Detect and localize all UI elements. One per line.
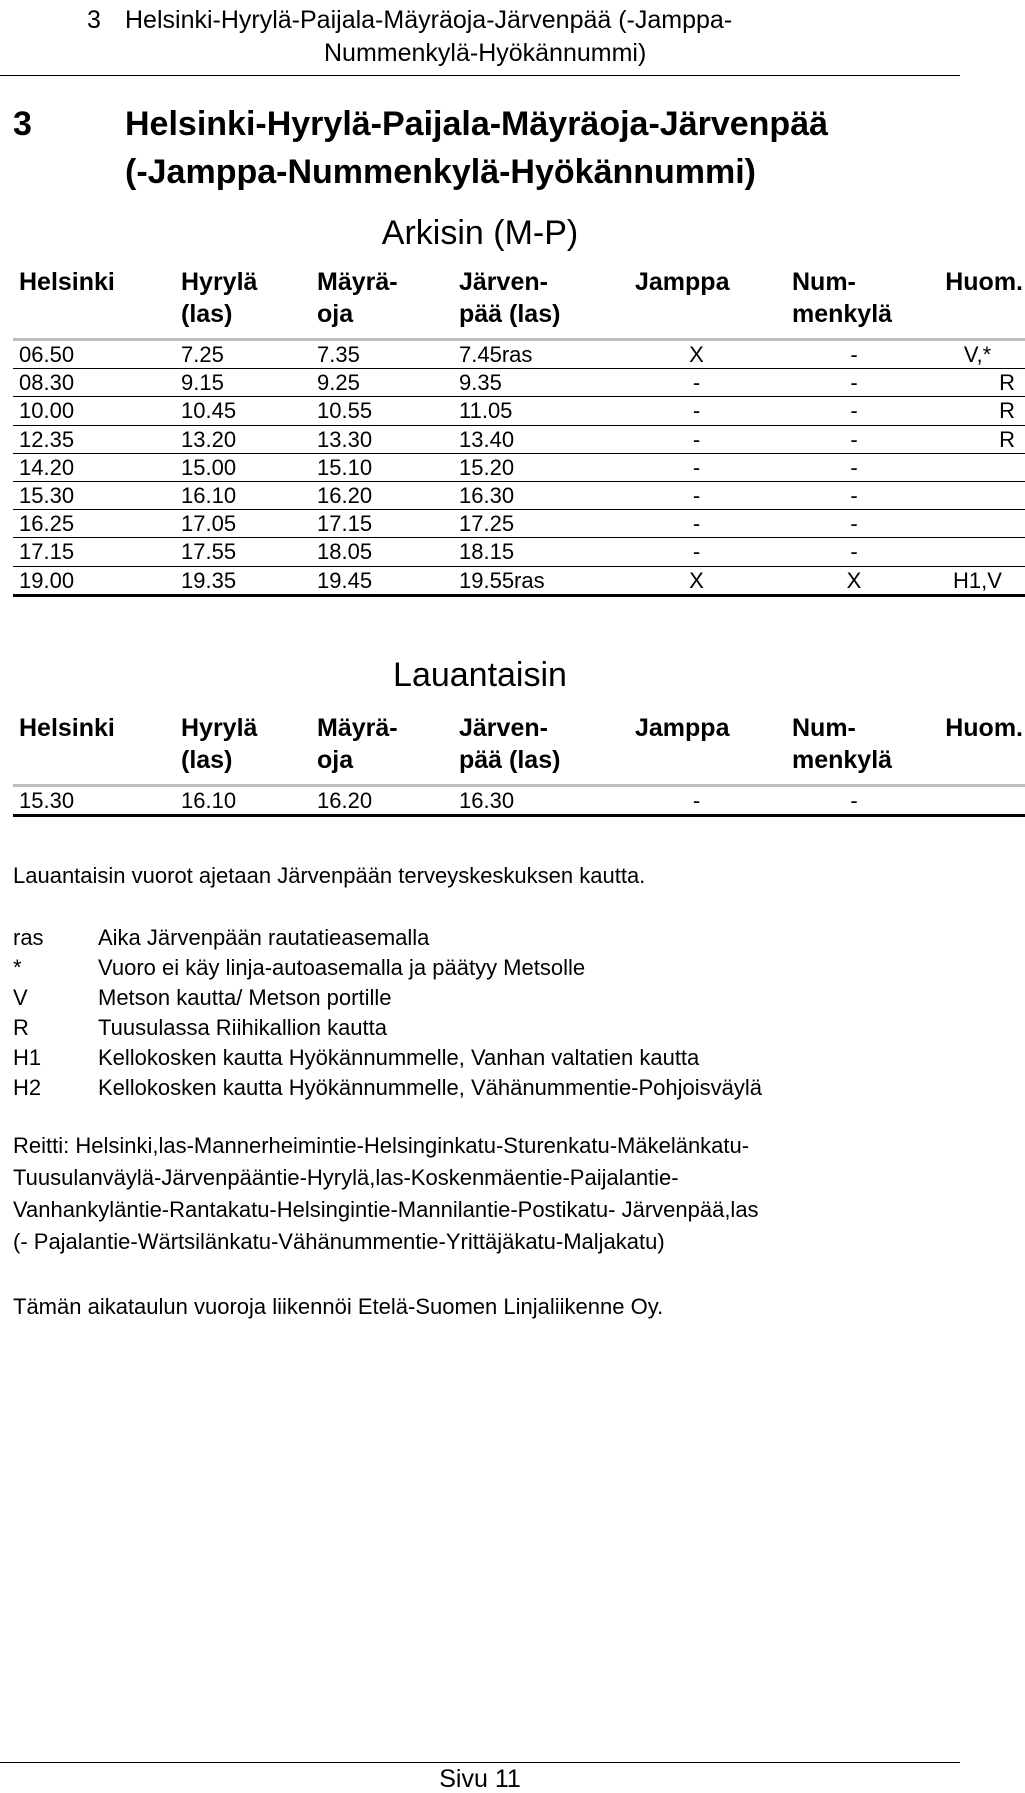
cell-nummenkyla: - bbox=[850, 454, 858, 480]
legend-code: V bbox=[13, 985, 28, 1010]
weekday-heading: Arkisin (M-P) bbox=[381, 214, 579, 252]
cell-huom bbox=[930, 481, 1025, 509]
cell-jamppa: - bbox=[692, 511, 701, 537]
timetable-header-row bbox=[13, 712, 1025, 786]
running-header-title-line2: Nummenkylä-Hyökännummi) bbox=[324, 39, 647, 67]
column-header-line: Jamppa bbox=[635, 268, 730, 296]
legend-description: Vuoro ei käy linja-autoasemalla ja päätyy Metsolle bbox=[98, 955, 586, 980]
cell-hyryla: 17.55 bbox=[181, 539, 237, 565]
legend bbox=[13, 923, 953, 1103]
column-header-mayraoja bbox=[311, 266, 445, 340]
route-line: (- Pajalantie-Wärtsilänkatu-Vähänummentie-Yrittäjäkatu-Maljakatu) bbox=[13, 1229, 665, 1254]
cell-huom: R bbox=[999, 426, 1015, 452]
route-description bbox=[13, 1130, 953, 1258]
column-header-jarvenpaa bbox=[445, 266, 615, 340]
cell-huom: H1,V bbox=[953, 567, 1002, 593]
footer-divider bbox=[0, 1762, 960, 1763]
cell-huom bbox=[930, 786, 1025, 816]
cell-huom bbox=[930, 453, 1025, 481]
cell-nummenkyla: - bbox=[850, 539, 858, 565]
cell-jamppa: - bbox=[692, 454, 701, 480]
saturday-heading: Lauantaisin bbox=[393, 656, 567, 694]
cell-helsinki: 06.50 bbox=[19, 342, 75, 368]
running-header-title-line1: Helsinki-Hyrylä-Paijala-Mäyräoja-Järvenpää (-Jamppa- bbox=[125, 6, 733, 34]
route-line: Vanhankyläntie-Rantakatu-Helsingintie-Mannilantie-Postikatu- Järvenpää,las bbox=[13, 1197, 759, 1222]
column-header-line: (las) bbox=[181, 746, 233, 774]
cell-huom bbox=[930, 510, 1025, 538]
legend-code: H1 bbox=[13, 1045, 42, 1070]
column-header-jamppa bbox=[615, 712, 778, 786]
cell-helsinki: 15.30 bbox=[19, 483, 75, 509]
column-header-line: Jamppa bbox=[635, 714, 730, 742]
cell-jamppa: - bbox=[692, 788, 701, 814]
header-divider bbox=[0, 75, 960, 76]
column-header-hyryla bbox=[171, 266, 311, 340]
legend-code: H2 bbox=[13, 1075, 42, 1100]
cell-jamppa: X bbox=[689, 342, 704, 368]
table-row bbox=[13, 510, 1025, 538]
cell-mayraoja: 7.35 bbox=[317, 342, 360, 368]
operator-note: Tämän aikataulun vuoroja liikennöi Etelä-Suomen Linjaliikenne Oy. bbox=[13, 1294, 664, 1319]
cell-mayraoja: 18.05 bbox=[317, 539, 373, 565]
cell-jarvenpaa: 16.30 bbox=[459, 483, 515, 509]
cell-jamppa: - bbox=[692, 539, 701, 565]
cell-huom: R bbox=[999, 398, 1015, 424]
column-header-line: Mäyrä- bbox=[317, 268, 398, 296]
column-header-line: Hyrylä bbox=[181, 268, 258, 296]
legend-item bbox=[13, 983, 953, 1013]
cell-jarvenpaa: 18.15 bbox=[459, 539, 515, 565]
column-header-line: menkylä bbox=[792, 300, 893, 328]
cell-mayraoja: 19.45 bbox=[317, 567, 373, 593]
cell-hyryla: 10.45 bbox=[181, 398, 237, 424]
table-row bbox=[13, 538, 1025, 566]
cell-huom: R bbox=[999, 370, 1015, 396]
cell-jarvenpaa: 17.25 bbox=[459, 511, 515, 537]
table-row bbox=[13, 453, 1025, 481]
cell-hyryla: 16.10 bbox=[181, 788, 237, 814]
column-header-line: Num- bbox=[792, 268, 856, 296]
column-header-nummenkyla bbox=[778, 266, 930, 340]
cell-nummenkyla: - bbox=[850, 426, 858, 452]
column-header-huom bbox=[930, 712, 1025, 786]
cell-hyryla: 19.35 bbox=[181, 567, 237, 593]
cell-helsinki: 17.15 bbox=[19, 539, 75, 565]
cell-huom bbox=[930, 538, 1025, 566]
cell-nummenkyla: - bbox=[850, 370, 858, 396]
legend-description: Kellokosken kautta Hyökännummelle, Vähänummentie-Pohjoisväylä bbox=[98, 1075, 763, 1100]
column-header-line: oja bbox=[317, 300, 354, 328]
cell-jarvenpaa: 15.20 bbox=[459, 454, 515, 480]
cell-jarvenpaa: 19.55ras bbox=[459, 567, 545, 593]
cell-hyryla: 17.05 bbox=[181, 511, 237, 537]
page-title-line2: (-Jamppa-Nummenkylä-Hyökännummi) bbox=[125, 153, 757, 191]
column-header-line: pää (las) bbox=[459, 300, 561, 328]
cell-mayraoja: 15.10 bbox=[317, 454, 373, 480]
cell-hyryla: 16.10 bbox=[181, 483, 237, 509]
cell-huom: V,* bbox=[963, 342, 992, 368]
column-header-line: (las) bbox=[181, 300, 233, 328]
table-row bbox=[13, 425, 1025, 453]
cell-nummenkyla: X bbox=[846, 567, 862, 593]
column-header-line: Helsinki bbox=[19, 714, 115, 742]
cell-nummenkyla: - bbox=[850, 342, 858, 368]
cell-mayraoja: 13.30 bbox=[317, 426, 373, 452]
cell-jamppa: - bbox=[692, 398, 701, 424]
column-header-line: Huom. bbox=[945, 268, 1023, 296]
column-header-nummenkyla bbox=[778, 712, 930, 786]
cell-jarvenpaa: 11.05 bbox=[459, 398, 513, 424]
legend-item bbox=[13, 1043, 953, 1073]
cell-nummenkyla: - bbox=[850, 788, 858, 814]
route-line: Tuusulanväylä-Järvenpääntie-Hyrylä,las-Koskenmäentie-Paijalantie- bbox=[13, 1165, 679, 1190]
cell-mayraoja: 16.20 bbox=[317, 788, 373, 814]
table-row bbox=[13, 397, 1025, 425]
cell-mayraoja: 16.20 bbox=[317, 483, 373, 509]
cell-jarvenpaa: 7.45ras bbox=[459, 342, 533, 368]
route-number: 3 bbox=[13, 105, 32, 143]
table-row bbox=[13, 786, 1025, 816]
column-header-jarvenpaa bbox=[445, 712, 615, 786]
column-header-line: pää (las) bbox=[459, 746, 561, 774]
cell-helsinki: 14.20 bbox=[19, 454, 75, 480]
column-header-line: menkylä bbox=[792, 746, 893, 774]
saturday-timetable bbox=[13, 712, 1025, 817]
legend-code: R bbox=[13, 1015, 29, 1040]
legend-item bbox=[13, 953, 953, 983]
column-header-mayraoja bbox=[311, 712, 445, 786]
cell-nummenkyla: - bbox=[850, 483, 858, 509]
cell-mayraoja: 10.55 bbox=[317, 398, 373, 424]
legend-description: Metson kautta/ Metson portille bbox=[98, 985, 392, 1010]
cell-hyryla: 15.00 bbox=[181, 454, 237, 480]
cell-hyryla: 9.15 bbox=[181, 370, 224, 396]
cell-jamppa: - bbox=[692, 426, 701, 452]
cell-nummenkyla: - bbox=[850, 511, 858, 537]
column-header-line: Helsinki bbox=[19, 268, 115, 296]
timetable-header-row bbox=[13, 266, 1025, 340]
running-header-number: 3 bbox=[87, 6, 101, 34]
cell-mayraoja: 17.15 bbox=[317, 511, 373, 537]
cell-hyryla: 7.25 bbox=[181, 342, 224, 368]
column-header-line: Mäyrä- bbox=[317, 714, 398, 742]
column-header-hyryla bbox=[171, 712, 311, 786]
weekday-timetable bbox=[13, 266, 1025, 597]
route-line: Reitti: Helsinki,las-Mannerheimintie-Helsinginkatu-Sturenkatu-Mäkelänkatu- bbox=[13, 1133, 750, 1158]
column-header-line: Järven- bbox=[459, 714, 548, 742]
cell-helsinki: 16.25 bbox=[19, 511, 75, 537]
cell-jamppa: - bbox=[692, 370, 701, 396]
legend-item bbox=[13, 923, 953, 953]
cell-helsinki: 15.30 bbox=[19, 788, 75, 814]
legend-description: Kellokosken kautta Hyökännummelle, Vanhan valtatien kautta bbox=[98, 1045, 700, 1070]
page-title-line1: Helsinki-Hyrylä-Paijala-Mäyräoja-Järvenpää bbox=[125, 105, 829, 143]
cell-helsinki: 12.35 bbox=[19, 426, 75, 452]
legend-description: Aika Järvenpään rautatieasemalla bbox=[98, 925, 430, 950]
legend-code: * bbox=[13, 955, 22, 980]
column-header-helsinki bbox=[13, 712, 171, 786]
table-row bbox=[13, 340, 1025, 369]
table-row bbox=[13, 566, 1025, 595]
legend-description: Tuusulassa Riihikallion kautta bbox=[98, 1015, 387, 1040]
column-header-huom bbox=[930, 266, 1025, 340]
table-row bbox=[13, 481, 1025, 509]
cell-hyryla: 13.20 bbox=[181, 426, 237, 452]
timetable-body bbox=[13, 786, 1025, 816]
column-header-line: oja bbox=[317, 746, 354, 774]
column-header-jamppa bbox=[615, 266, 778, 340]
cell-nummenkyla: - bbox=[850, 398, 858, 424]
cell-jarvenpaa: 13.40 bbox=[459, 426, 515, 452]
cell-jarvenpaa: 16.30 bbox=[459, 788, 515, 814]
column-header-line: Num- bbox=[792, 714, 856, 742]
cell-mayraoja: 9.25 bbox=[317, 370, 360, 396]
table-row bbox=[13, 369, 1025, 397]
legend-item bbox=[13, 1013, 953, 1043]
cell-jamppa: X bbox=[689, 567, 704, 593]
cell-helsinki: 10.00 bbox=[19, 398, 75, 424]
cell-helsinki: 08.30 bbox=[19, 370, 75, 396]
timetable-body bbox=[13, 340, 1025, 596]
column-header-line: Huom. bbox=[945, 714, 1023, 742]
cell-jarvenpaa: 9.35 bbox=[459, 370, 502, 396]
legend-item bbox=[13, 1073, 953, 1103]
column-header-helsinki bbox=[13, 266, 171, 340]
page-number: Sivu 11 bbox=[439, 1765, 521, 1793]
saturday-note: Lauantaisin vuorot ajetaan Järvenpään terveyskeskuksen kautta. bbox=[13, 863, 646, 888]
column-header-line: Järven- bbox=[459, 268, 548, 296]
cell-helsinki: 19.00 bbox=[19, 567, 75, 593]
cell-jamppa: - bbox=[692, 483, 701, 509]
legend-code: ras bbox=[13, 925, 44, 950]
column-header-line: Hyrylä bbox=[181, 714, 258, 742]
